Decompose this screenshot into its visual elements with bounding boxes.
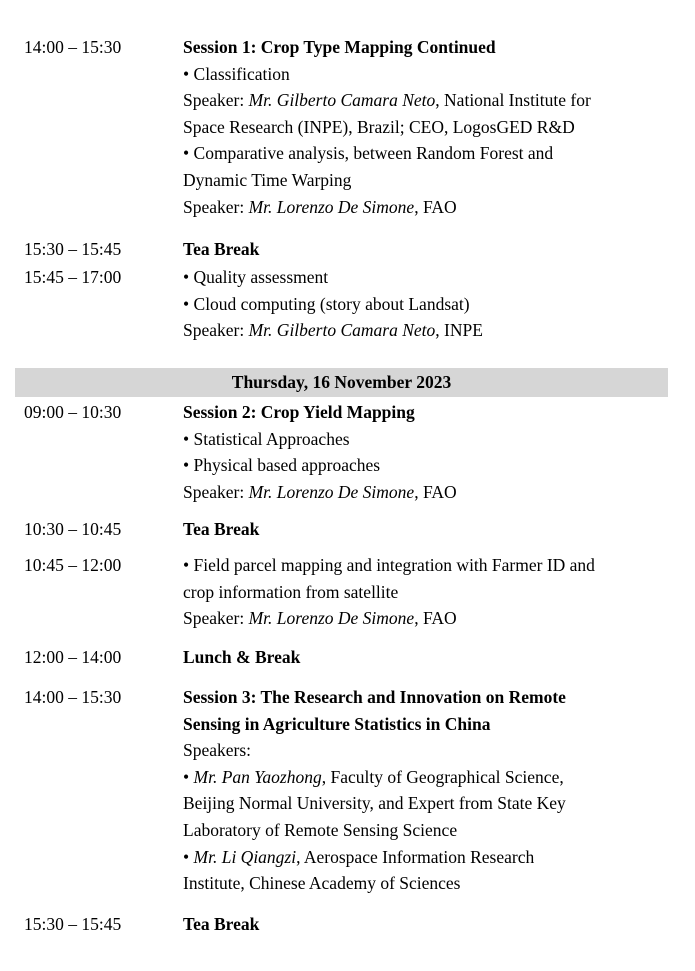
day-header: Thursday, 16 November 2023 (15, 368, 668, 397)
session-content (183, 644, 673, 671)
agenda-item: • Statistical Approaches (183, 428, 350, 449)
session-content (183, 516, 673, 543)
bullet: • (183, 555, 190, 575)
agenda-item: • Classification (183, 63, 290, 84)
session-title: Session 2: Crop Yield Mapping (183, 402, 415, 422)
session-title: Tea Break (183, 519, 260, 539)
bullet: • (183, 766, 190, 787)
bullet: • (183, 455, 190, 476)
speaker-line: Speaker: Mr. Lorenzo De Simone, FAO (183, 608, 457, 629)
speaker-line: Speaker: Mr. Lorenzo De Simone, FAO (183, 196, 457, 217)
bullet: • (183, 63, 190, 84)
speaker-line: Speaker: Mr. Gilberto Camara Neto, National Institute for (183, 90, 591, 111)
speaker-name: Mr. Lorenzo De Simone (248, 608, 415, 629)
speaker-name: Mr. Lorenzo De Simone (248, 481, 415, 502)
session-content (183, 34, 673, 220)
time-slot: 15:30 – 15:45 (24, 239, 122, 259)
session-content (183, 684, 673, 897)
session-content (183, 399, 673, 505)
time-slot: 09:00 – 10:30 (24, 402, 122, 422)
time-slot: 15:45 – 17:00 (24, 267, 122, 287)
time-slot: 10:45 – 12:00 (24, 555, 122, 575)
bullet: • (183, 267, 190, 287)
speaker-line: • Mr. Pan Yaozhong, Faculty of Geographical Science, (183, 766, 564, 787)
speakers-label: Speakers: (183, 740, 252, 761)
agenda-item-continued: Dynamic Time Warping (183, 169, 352, 190)
speaker-line: Speaker: Mr. Gilberto Camara Neto, INPE (183, 320, 483, 341)
speaker-name: Mr. Pan Yaozhong (193, 766, 322, 787)
time-slot: 15:30 – 15:45 (24, 914, 122, 934)
session-title: Lunch & Break (183, 647, 301, 667)
agenda-item: • Quality assessment (183, 267, 329, 287)
speaker-affiliation: Laboratory of Remote Sensing Science (183, 819, 458, 840)
session-title: Session 3: The Research and Innovation on Remote (183, 687, 566, 707)
speaker-name: Mr. Li Qiangzi (193, 846, 297, 867)
session-title: Tea Break (183, 914, 260, 934)
bullet: • (183, 143, 190, 164)
time-slot: 14:00 – 15:30 (24, 37, 122, 57)
agenda-item: • Physical based approaches (183, 455, 381, 476)
bullet: • (183, 293, 190, 314)
bullet: • (183, 428, 190, 449)
session-title-continued: Sensing in Agriculture Statistics in China (183, 713, 491, 734)
session-content (183, 552, 673, 632)
session-title: Tea Break (183, 239, 260, 259)
time-slot: 10:30 – 10:45 (24, 519, 122, 539)
agenda-item-continued: crop information from satellite (183, 581, 399, 602)
speaker-line: Speaker: Mr. Lorenzo De Simone, FAO (183, 481, 457, 502)
speaker-line: • Mr. Li Qiangzi, Aerospace Information Research (183, 846, 535, 867)
session-title: Session 1: Crop Type Mapping Continued (183, 37, 496, 57)
bullet: • (183, 846, 190, 867)
speaker-name: Mr. Lorenzo De Simone (248, 196, 415, 217)
speaker-affiliation: Space Research (INPE), Brazil; CEO, LogosGED R&D (183, 116, 575, 137)
time-slot: 14:00 – 15:30 (24, 687, 122, 707)
time-slot: 12:00 – 14:00 (24, 647, 122, 667)
agenda-item: • Comparative analysis, between Random Forest and (183, 143, 554, 164)
session-content (183, 236, 673, 263)
speaker-affiliation: Beijing Normal University, and Expert from State Key (183, 793, 566, 814)
agenda-item: • Field parcel mapping and integration with Farmer ID and (183, 555, 595, 575)
agenda-item: • Cloud computing (story about Landsat) (183, 293, 470, 314)
session-content (183, 264, 673, 344)
speaker-affiliation: Institute, Chinese Academy of Sciences (183, 873, 461, 894)
speaker-name: Mr. Gilberto Camara Neto (248, 90, 436, 111)
session-content (183, 911, 673, 938)
speaker-name: Mr. Gilberto Camara Neto (248, 320, 436, 341)
